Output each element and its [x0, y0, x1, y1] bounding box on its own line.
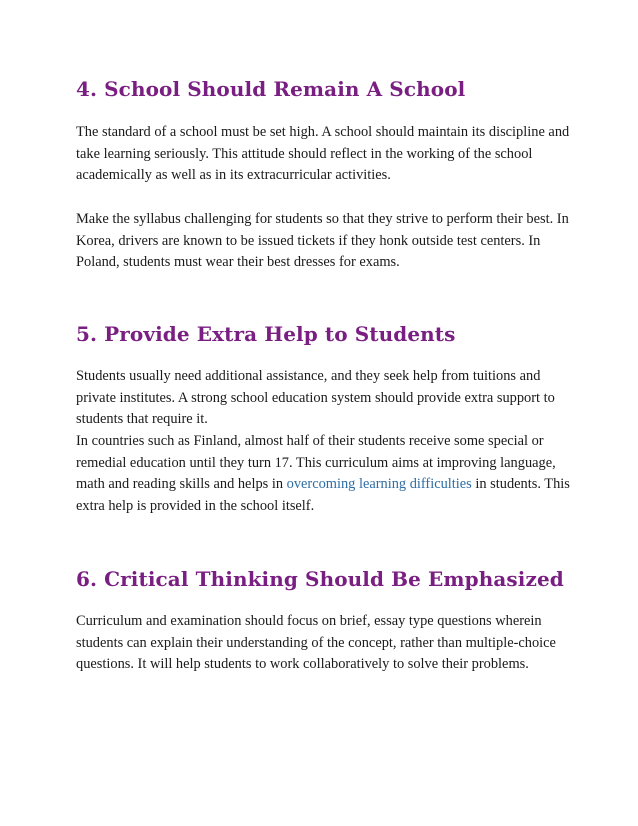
- section-6-paragraph-1: Curriculum and examination should focus on brief, essay type questions wherein students can explain their understanding of the concept, rather than multiple-choice questions. It will help students to work collaboratively to solve their problems.: [76, 613, 556, 672]
- section-5-paragraph-1: Students usually need additional assistance, and they seek help from tuitions and private institutes. A strong school education system should provide extra support to students that require it.: [76, 368, 555, 427]
- section-4-paragraph-1: The standard of a school must be set high. A school should maintain its discipline and take learning seriously. This attitude should reflect in the working of the school academically as well as in its extracurricular activities.: [76, 124, 570, 183]
- section-5-paragraph-2-text-before: In countries such as Finland, almost half of their students receive some special or remedial education until they turn 17. This curriculum aims at improving language, math and reading skills and helps in: [76, 433, 556, 492]
- overcoming-learning-difficulties-link[interactable]: overcoming learning difficulties: [286, 476, 472, 492]
- section-5-paragraph-2-text-after: in students. This extra help is provided in the school itself.: [76, 476, 570, 514]
- section-6-heading: 6. Critical Thinking Should Be Emphasized: [76, 567, 564, 591]
- section-5-paragraph-2: [76, 431, 576, 517]
- section-5-heading: 5. Provide Extra Help to Students: [76, 322, 456, 346]
- section-4-heading: 4. School Should Remain A School: [76, 77, 466, 101]
- section-4-paragraph-2: Make the syllabus challenging for students so that they strive to perform their best. In Korea, drivers are known to be issued tickets if they honk outside test centers. In Poland, students must wear their best dresses for exams.: [76, 211, 569, 270]
